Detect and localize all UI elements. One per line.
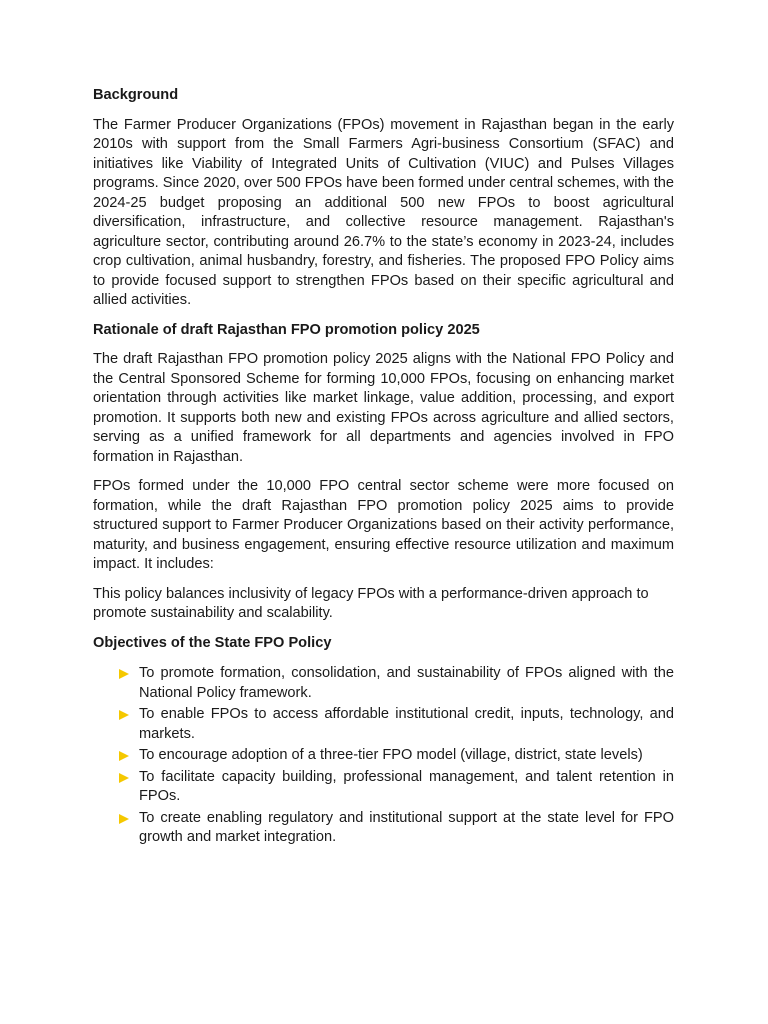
triangle-right-icon [119, 814, 129, 824]
triangle-right-icon [119, 751, 129, 761]
objective-text: To promote formation, consolidation, and sustainability of FPOs aligned with the National Policy framework. [139, 665, 674, 701]
background-paragraph: The Farmer Producer Organizations (FPOs) movement in Rajasthan began in the early 2010s with support from the Small Farmers Agri-business Consortium (SFAC) and initiatives like Viability of Integrated Units of Cultivation (VIUC) and Pulses Villages programs. Since 2020, over 500 FPOs have been formed under central schemes, with the 2024-25 budget proposing an additional 500 new FPOs to boost agricultural diversification, infrastructure, and collective resource management. Rajasthan's agriculture sector, contributing around 26.7% to the state’s economy in 2023-24, includes crop cultivation, animal husbandry, forestry, and fisheries. The proposed FPO Policy aims to provide focused support to strengthen FPOs based on their specific agricultural and allied activities. [93, 116, 674, 308]
objective-item [118, 768, 674, 807]
rationale-paragraph-2: FPOs formed under the 10,000 FPO central sector scheme were more focused on formation, while the draft Rajasthan FPO promotion policy 2025 aims to provide structured support to Farmer Producer Organizations based on their activity performance, maturity, and business engagement, ensuring effective resource utilization and maximum impact. It includes: [93, 478, 674, 572]
triangle-right-icon [119, 669, 129, 679]
objective-text: To enable FPOs to access affordable institutional credit, inputs, technology, and markets. [139, 706, 674, 742]
objective-text: To encourage adoption of a three-tier FPO model (village, district, state levels) [139, 747, 643, 763]
rationale-paragraph-1: The draft Rajasthan FPO promotion policy 2025 aligns with the National FPO Policy and the Central Sponsored Scheme for forming 10,000 FPOs, focusing on enhancing market orientation through activities like market linkage, value addition, processing, and export promotion. It supports both new and existing FPOs across agriculture and allied sectors, serving as a unified framework for all departments and agencies involved in FPO formation in Rajasthan. [93, 351, 674, 465]
objective-text: To facilitate capacity building, professional management, and talent retention in FPOs. [139, 768, 674, 804]
rationale-heading: Rationale of draft Rajasthan FPO promotion policy 2025 [93, 321, 480, 338]
objective-item [118, 746, 674, 766]
background-heading: Background [93, 87, 179, 103]
objective-item [118, 664, 674, 703]
objective-item [118, 809, 674, 848]
objective-text: To create enabling regulatory and institutional support at the state level for FPO growth and market integration. [139, 809, 674, 845]
objectives-heading: Objectives of the State FPO Policy [93, 634, 332, 651]
triangle-right-icon [119, 710, 129, 720]
objective-item [118, 705, 674, 744]
objectives-list [93, 664, 674, 848]
triangle-right-icon [119, 773, 129, 783]
document-page [93, 86, 674, 850]
rationale-paragraph-3: This policy balances inclusivity of legacy FPOs with a performance-driven approach to promote sustainability and scalability. [93, 585, 649, 621]
